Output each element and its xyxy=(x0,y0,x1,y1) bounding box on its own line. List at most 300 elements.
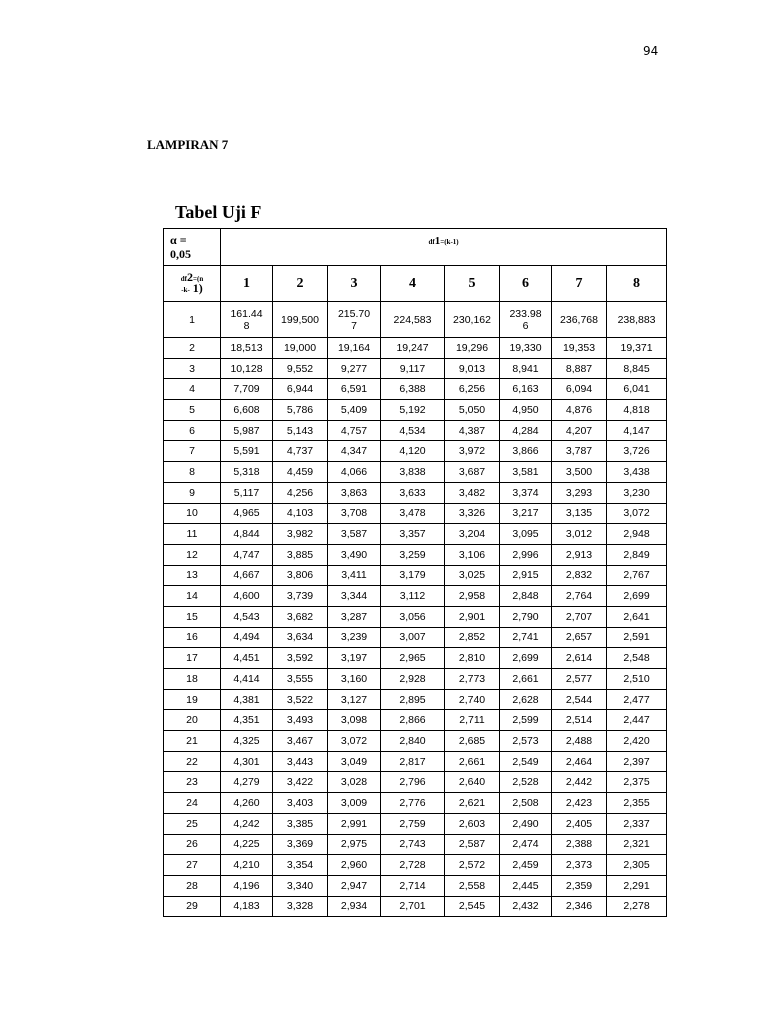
cell-text: 233.98 xyxy=(509,307,542,320)
table-cell: 5,591 xyxy=(221,441,273,462)
table-cell: 4,120 xyxy=(381,441,445,462)
table-cell: 3,009 xyxy=(328,793,381,814)
table-cell: 2,848 xyxy=(500,586,552,607)
table-cell: 9,013 xyxy=(445,358,500,379)
table-cell: 3,682 xyxy=(273,606,328,627)
table-cell: 2,573 xyxy=(500,731,552,752)
table-cell: 4,066 xyxy=(328,462,381,483)
table-cell: 2,621 xyxy=(445,793,500,814)
table-cell xyxy=(552,302,607,338)
table-cell: 4,301 xyxy=(221,751,273,772)
table-cell: 2,545 xyxy=(445,896,500,917)
table-row xyxy=(164,896,667,917)
table-cell: 3,787 xyxy=(552,441,607,462)
table-cell: 4,387 xyxy=(445,420,500,441)
table-cell: 2,474 xyxy=(500,834,552,855)
table-cell: 4,451 xyxy=(221,648,273,669)
table-cell: 3,239 xyxy=(328,627,381,648)
table-cell: 3,217 xyxy=(500,503,552,524)
table-cell: 2,337 xyxy=(607,813,667,834)
table-row xyxy=(164,669,667,690)
df2-value: 20 xyxy=(164,710,221,731)
table-cell: 3,072 xyxy=(607,503,667,524)
df2-value: 21 xyxy=(164,731,221,752)
table-cell: 3,403 xyxy=(273,793,328,814)
df2-value: 26 xyxy=(164,834,221,855)
table-row xyxy=(164,731,667,752)
cell-text: 7 xyxy=(351,319,357,332)
table-cell: 10,128 xyxy=(221,358,273,379)
table-row xyxy=(164,834,667,855)
table-cell xyxy=(273,302,328,338)
table-row xyxy=(164,379,667,400)
alpha-header-row xyxy=(164,229,667,266)
table-row xyxy=(164,441,667,462)
table-cell: 2,388 xyxy=(552,834,607,855)
table-cell: 2,699 xyxy=(607,586,667,607)
table-cell: 2,432 xyxy=(500,896,552,917)
table-cell: 3,259 xyxy=(381,544,445,565)
table-cell: 3,385 xyxy=(273,813,328,834)
table-cell: 3,098 xyxy=(328,710,381,731)
table-cell: 3,095 xyxy=(500,524,552,545)
cell-text: 230,162 xyxy=(453,313,491,326)
table-cell: 4,256 xyxy=(273,482,328,503)
table-cell: 2,661 xyxy=(445,751,500,772)
table-cell: 3,411 xyxy=(328,565,381,586)
table-cell: 2,852 xyxy=(445,627,500,648)
table-cell: 3,106 xyxy=(445,544,500,565)
page-number: 94 xyxy=(643,44,659,58)
table-cell: 2,291 xyxy=(607,875,667,896)
table-row xyxy=(164,565,667,586)
df2-value: 29 xyxy=(164,896,221,917)
table-cell: 3,340 xyxy=(273,875,328,896)
table-cell: 2,699 xyxy=(500,648,552,669)
table-cell: 4,737 xyxy=(273,441,328,462)
df2-value: 15 xyxy=(164,606,221,627)
table-cell: 2,514 xyxy=(552,710,607,731)
table-cell: 5,409 xyxy=(328,400,381,421)
table-cell: 4,494 xyxy=(221,627,273,648)
table-row xyxy=(164,503,667,524)
table-cell: 2,913 xyxy=(552,544,607,565)
table-cell: 3,687 xyxy=(445,462,500,483)
table-cell: 3,135 xyxy=(552,503,607,524)
df1-suffix: =(k-1) xyxy=(440,238,459,246)
column-header-6: 6 xyxy=(500,266,552,302)
table-cell: 2,614 xyxy=(552,648,607,669)
df1-prefix: df xyxy=(428,238,435,246)
table-cell: 4,225 xyxy=(221,834,273,855)
table-cell: 2,510 xyxy=(607,669,667,690)
df2-value: 11 xyxy=(164,524,221,545)
df2-suffix: =(n xyxy=(193,274,204,283)
appendix-title: LAMPIRAN 7 xyxy=(147,137,229,152)
table-cell: 2,587 xyxy=(445,834,500,855)
table-cell xyxy=(221,302,273,338)
table-cell xyxy=(381,302,445,338)
table-cell: 2,928 xyxy=(381,669,445,690)
table-cell: 4,347 xyxy=(328,441,381,462)
table-cell: 3,179 xyxy=(381,565,445,586)
table-cell: 2,832 xyxy=(552,565,607,586)
table-cell: 3,374 xyxy=(500,482,552,503)
table-cell: 2,549 xyxy=(500,751,552,772)
table-cell: 2,767 xyxy=(607,565,667,586)
table-cell: 4,818 xyxy=(607,400,667,421)
df2-value: 24 xyxy=(164,793,221,814)
table-cell: 2,958 xyxy=(445,586,500,607)
table-cell: 4,965 xyxy=(221,503,273,524)
table-cell: 3,287 xyxy=(328,606,381,627)
table-cell: 4,147 xyxy=(607,420,667,441)
table-cell: 2,714 xyxy=(381,875,445,896)
table-cell: 2,701 xyxy=(381,896,445,917)
table-cell: 19,164 xyxy=(328,338,381,359)
alpha-label: α = xyxy=(170,233,187,247)
table-cell: 19,247 xyxy=(381,338,445,359)
table-row xyxy=(164,302,667,338)
table-cell: 4,950 xyxy=(500,400,552,421)
table-cell: 2,711 xyxy=(445,710,500,731)
table-cell: 3,587 xyxy=(328,524,381,545)
table-cell: 4,414 xyxy=(221,669,273,690)
df2-value: 19 xyxy=(164,689,221,710)
table-cell: 2,321 xyxy=(607,834,667,855)
alpha-value: 0,05 xyxy=(170,247,191,261)
table-cell: 2,934 xyxy=(328,896,381,917)
table-cell: 19,371 xyxy=(607,338,667,359)
table-cell: 2,764 xyxy=(552,586,607,607)
table-cell: 2,528 xyxy=(500,772,552,793)
table-cell: 19,330 xyxy=(500,338,552,359)
table-cell: 2,464 xyxy=(552,751,607,772)
table-row xyxy=(164,358,667,379)
table-cell: 3,357 xyxy=(381,524,445,545)
alpha-cell xyxy=(164,229,221,266)
table-cell: 2,915 xyxy=(500,565,552,586)
table-cell: 2,548 xyxy=(607,648,667,669)
table-cell: 2,355 xyxy=(607,793,667,814)
table-cell: 3,012 xyxy=(552,524,607,545)
table-cell: 2,420 xyxy=(607,731,667,752)
table-title: Tabel Uji F xyxy=(175,202,262,222)
table-cell: 3,982 xyxy=(273,524,328,545)
table-cell: 2,490 xyxy=(500,813,552,834)
df2-value: 2 xyxy=(164,338,221,359)
table-cell: 6,041 xyxy=(607,379,667,400)
table-cell xyxy=(445,302,500,338)
table-cell: 3,633 xyxy=(381,482,445,503)
df2-line2a: -k- xyxy=(181,285,190,294)
cell-text: 215.70 xyxy=(337,307,371,320)
table-cell: 3,806 xyxy=(273,565,328,586)
table-cell: 3,369 xyxy=(273,834,328,855)
table-cell: 3,490 xyxy=(328,544,381,565)
table-cell: 4,196 xyxy=(221,875,273,896)
table-cell: 4,242 xyxy=(221,813,273,834)
table-cell: 2,740 xyxy=(445,689,500,710)
table-cell: 4,183 xyxy=(221,896,273,917)
table-cell: 2,776 xyxy=(381,793,445,814)
df2-value: 22 xyxy=(164,751,221,772)
table-cell: 3,493 xyxy=(273,710,328,731)
table-cell: 2,278 xyxy=(607,896,667,917)
table-cell: 3,634 xyxy=(273,627,328,648)
table-cell: 5,143 xyxy=(273,420,328,441)
table-cell: 2,508 xyxy=(500,793,552,814)
table-cell: 2,447 xyxy=(607,710,667,731)
table-cell: 3,197 xyxy=(328,648,381,669)
table-cell: 3,866 xyxy=(500,441,552,462)
table-cell: 4,279 xyxy=(221,772,273,793)
table-cell: 2,840 xyxy=(381,731,445,752)
table-row xyxy=(164,875,667,896)
table-cell xyxy=(328,302,381,338)
table-cell: 8,845 xyxy=(607,358,667,379)
table-cell: 18,513 xyxy=(221,338,273,359)
table-cell: 9,277 xyxy=(328,358,381,379)
table-cell: 3,555 xyxy=(273,669,328,690)
table-cell: 2,685 xyxy=(445,731,500,752)
table-cell: 2,423 xyxy=(552,793,607,814)
table-cell: 3,112 xyxy=(381,586,445,607)
table-cell: 2,849 xyxy=(607,544,667,565)
df2-value: 28 xyxy=(164,875,221,896)
table-cell: 2,373 xyxy=(552,855,607,876)
df2-value: 18 xyxy=(164,669,221,690)
table-cell: 2,459 xyxy=(500,855,552,876)
table-cell: 2,796 xyxy=(381,772,445,793)
table-cell: 3,972 xyxy=(445,441,500,462)
table-cell: 2,346 xyxy=(552,896,607,917)
table-cell: 19,000 xyxy=(273,338,328,359)
cell-text: 236,768 xyxy=(560,313,598,326)
table-cell: 4,876 xyxy=(552,400,607,421)
table-cell: 6,256 xyxy=(445,379,500,400)
table-row xyxy=(164,524,667,545)
table-cell: 4,667 xyxy=(221,565,273,586)
table-cell: 3,522 xyxy=(273,689,328,710)
table-cell xyxy=(607,302,667,338)
table-cell: 2,445 xyxy=(500,875,552,896)
table-cell: 5,987 xyxy=(221,420,273,441)
table-cell: 6,094 xyxy=(552,379,607,400)
table-cell: 3,025 xyxy=(445,565,500,586)
table-cell: 4,325 xyxy=(221,731,273,752)
table-cell: 2,628 xyxy=(500,689,552,710)
table-cell: 5,117 xyxy=(221,482,273,503)
table-cell: 3,438 xyxy=(607,462,667,483)
table-cell: 3,739 xyxy=(273,586,328,607)
df2-value: 4 xyxy=(164,379,221,400)
table-cell: 4,103 xyxy=(273,503,328,524)
table-cell: 2,996 xyxy=(500,544,552,565)
table-cell: 4,600 xyxy=(221,586,273,607)
df2-value: 3 xyxy=(164,358,221,379)
table-cell: 2,991 xyxy=(328,813,381,834)
cell-text: 8 xyxy=(243,319,250,332)
table-cell: 2,305 xyxy=(607,855,667,876)
column-header-3: 3 xyxy=(328,266,381,302)
table-cell: 3,443 xyxy=(273,751,328,772)
table-cell: 3,127 xyxy=(328,689,381,710)
table-cell: 2,397 xyxy=(607,751,667,772)
cell-text: 6 xyxy=(522,319,529,332)
table-cell xyxy=(500,302,552,338)
table-cell: 2,405 xyxy=(552,813,607,834)
table-cell: 2,477 xyxy=(607,689,667,710)
table-row xyxy=(164,855,667,876)
df2-value: 1 xyxy=(164,302,221,338)
table-cell: 4,757 xyxy=(328,420,381,441)
table-cell: 8,941 xyxy=(500,358,552,379)
table-cell: 6,608 xyxy=(221,400,273,421)
table-row xyxy=(164,689,667,710)
table-cell: 4,543 xyxy=(221,606,273,627)
table-cell: 3,708 xyxy=(328,503,381,524)
table-cell: 19,353 xyxy=(552,338,607,359)
table-cell: 3,500 xyxy=(552,462,607,483)
table-cell: 3,422 xyxy=(273,772,328,793)
table-row xyxy=(164,462,667,483)
table-row xyxy=(164,482,667,503)
table-cell: 2,728 xyxy=(381,855,445,876)
table-cell: 4,207 xyxy=(552,420,607,441)
df2-value: 9 xyxy=(164,482,221,503)
table-cell: 2,577 xyxy=(552,669,607,690)
table-cell: 5,318 xyxy=(221,462,273,483)
column-header-8: 8 xyxy=(607,266,667,302)
table-cell: 2,947 xyxy=(328,875,381,896)
table-cell: 3,230 xyxy=(607,482,667,503)
table-cell: 3,326 xyxy=(445,503,500,524)
table-cell: 4,284 xyxy=(500,420,552,441)
df2-value: 25 xyxy=(164,813,221,834)
table-cell: 5,050 xyxy=(445,400,500,421)
column-header-4: 4 xyxy=(381,266,445,302)
df2-value: 8 xyxy=(164,462,221,483)
table-cell: 2,707 xyxy=(552,606,607,627)
table-cell: 2,572 xyxy=(445,855,500,876)
table-cell: 4,534 xyxy=(381,420,445,441)
table-cell: 2,743 xyxy=(381,834,445,855)
table-cell: 2,759 xyxy=(381,813,445,834)
table-cell: 3,160 xyxy=(328,669,381,690)
column-header-row xyxy=(164,266,667,302)
table-cell: 2,599 xyxy=(500,710,552,731)
table-cell: 6,163 xyxy=(500,379,552,400)
table-cell: 3,726 xyxy=(607,441,667,462)
table-cell: 2,640 xyxy=(445,772,500,793)
column-header-7: 7 xyxy=(552,266,607,302)
table-cell: 9,552 xyxy=(273,358,328,379)
table-cell: 6,591 xyxy=(328,379,381,400)
df1-header xyxy=(221,229,667,266)
table-row xyxy=(164,338,667,359)
table-cell: 3,885 xyxy=(273,544,328,565)
df2-value: 7 xyxy=(164,441,221,462)
table-cell: 2,359 xyxy=(552,875,607,896)
table-cell: 3,592 xyxy=(273,648,328,669)
cell-text: 161.44 xyxy=(230,307,263,320)
table-cell: 2,641 xyxy=(607,606,667,627)
table-cell: 3,478 xyxy=(381,503,445,524)
table-cell: 3,354 xyxy=(273,855,328,876)
table-cell: 2,975 xyxy=(328,834,381,855)
table-cell: 4,260 xyxy=(221,793,273,814)
table-cell: 4,351 xyxy=(221,710,273,731)
table-cell: 2,866 xyxy=(381,710,445,731)
cell-text: 238,883 xyxy=(617,313,656,326)
table-cell: 3,056 xyxy=(381,606,445,627)
df2-value: 17 xyxy=(164,648,221,669)
table-cell: 2,773 xyxy=(445,669,500,690)
table-cell: 3,482 xyxy=(445,482,500,503)
table-cell: 4,381 xyxy=(221,689,273,710)
table-cell: 5,786 xyxy=(273,400,328,421)
table-cell: 2,558 xyxy=(445,875,500,896)
column-header-5: 5 xyxy=(445,266,500,302)
df2-value: 27 xyxy=(164,855,221,876)
table-cell: 2,657 xyxy=(552,627,607,648)
df2-subscript: 2 xyxy=(187,269,193,284)
table-cell: 2,488 xyxy=(552,731,607,752)
table-cell: 2,790 xyxy=(500,606,552,627)
df2-value: 13 xyxy=(164,565,221,586)
table-cell: 4,747 xyxy=(221,544,273,565)
cell-text: 199,500 xyxy=(281,313,319,326)
table-cell: 8,887 xyxy=(552,358,607,379)
table-cell: 7,709 xyxy=(221,379,273,400)
cell-text: 224,583 xyxy=(393,313,432,326)
table-cell: 3,467 xyxy=(273,731,328,752)
table-cell: 4,459 xyxy=(273,462,328,483)
table-cell: 2,895 xyxy=(381,689,445,710)
df2-value: 12 xyxy=(164,544,221,565)
table-row xyxy=(164,627,667,648)
table-cell: 2,544 xyxy=(552,689,607,710)
table-row xyxy=(164,813,667,834)
table-cell: 2,960 xyxy=(328,855,381,876)
table-cell: 2,948 xyxy=(607,524,667,545)
df2-value: 14 xyxy=(164,586,221,607)
df2-value: 6 xyxy=(164,420,221,441)
df2-prefix: df xyxy=(180,274,187,283)
table-cell: 2,591 xyxy=(607,627,667,648)
table-row xyxy=(164,772,667,793)
table-cell: 3,072 xyxy=(328,731,381,752)
table-cell: 2,375 xyxy=(607,772,667,793)
table-cell: 3,328 xyxy=(273,896,328,917)
table-cell: 19,296 xyxy=(445,338,500,359)
df1-subscript: 1 xyxy=(434,235,441,247)
df2-header xyxy=(164,266,221,302)
column-header-2: 2 xyxy=(273,266,328,302)
table-cell: 3,007 xyxy=(381,627,445,648)
table-cell: 3,204 xyxy=(445,524,500,545)
table-cell: 4,844 xyxy=(221,524,273,545)
df2-value: 5 xyxy=(164,400,221,421)
table-cell: 2,965 xyxy=(381,648,445,669)
table-row xyxy=(164,793,667,814)
f-distribution-table xyxy=(163,228,667,917)
table-cell: 3,293 xyxy=(552,482,607,503)
table-row xyxy=(164,751,667,772)
table-row xyxy=(164,400,667,421)
table-cell: 2,661 xyxy=(500,669,552,690)
